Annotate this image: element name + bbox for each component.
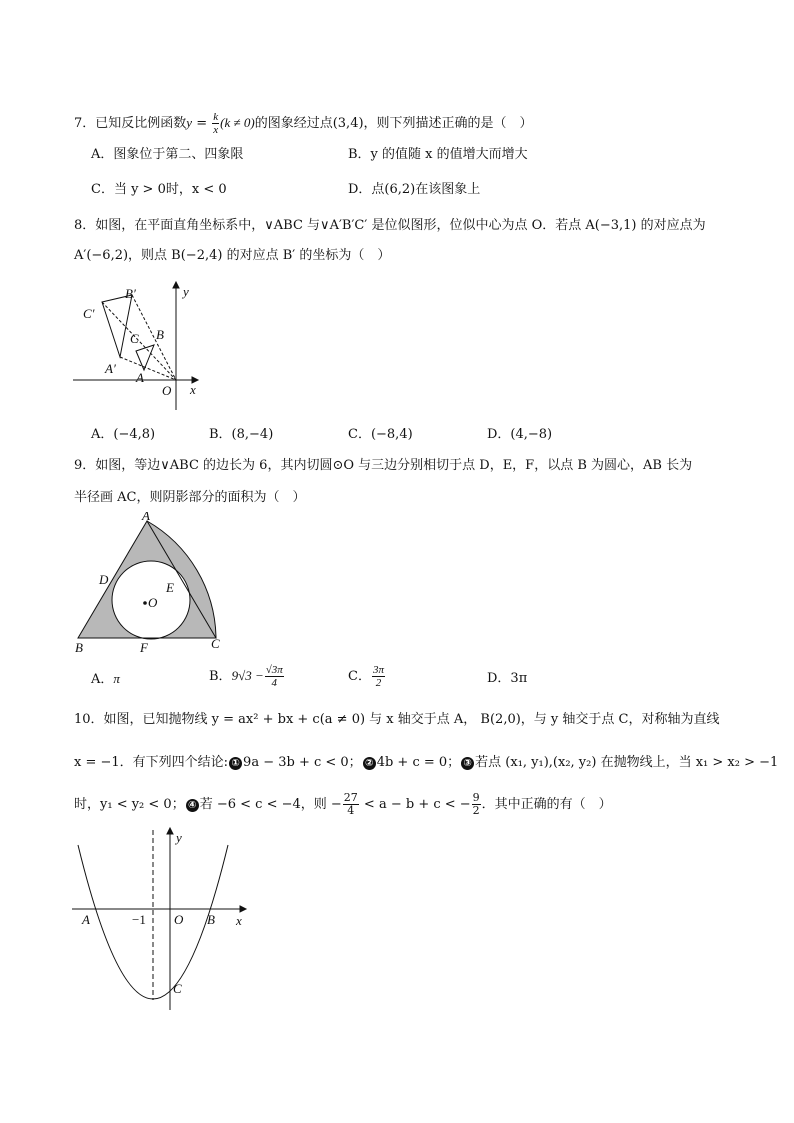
q10-frac-2 xyxy=(472,792,481,817)
q9-option-d: D．3π xyxy=(487,671,528,686)
q9-option-a-value: π xyxy=(113,671,120,686)
q10-statement-4-post: ．其中正确的有（ ） xyxy=(481,797,612,813)
q10-label-x: x xyxy=(236,913,242,928)
q9-option-c-frac xyxy=(372,664,385,689)
q10-stem-line1: 10．如图，已知抛物线 y = ax² + bx + c(a ≠ 0) 与 x 轴交于点 A， B(2,0)，与 y 轴交于点 C，对称轴为直线 xyxy=(74,712,720,727)
q9-option-a-label: A． xyxy=(91,672,114,687)
q8-triangle-abc xyxy=(136,345,154,370)
q7-frac-den: x xyxy=(213,124,219,137)
q9-stem-line1: 9．如图，等边∨ABC 的边长为 6，其内切圆⊙O 与三边分别相切于点 D，E，F，以点 B 为圆心，AB 长为 xyxy=(74,458,693,473)
q9-option-c xyxy=(348,664,386,689)
q10-label-c: C xyxy=(173,981,182,996)
q7-option-c: C．当 y > 0时，x < 0 xyxy=(91,182,227,197)
q10-circled-3: ③ xyxy=(461,757,474,770)
q9-option-c-den: 2 xyxy=(375,677,382,690)
q8-label-b: B xyxy=(156,327,164,342)
q8-label-cp: C′ xyxy=(83,306,95,321)
q8-label-y: y xyxy=(183,284,189,299)
q10-statement-1: 9a − 3b + c < 0； xyxy=(243,755,362,770)
q10-circled-4: ④ xyxy=(186,799,199,812)
q10-label-minus1: −1 xyxy=(132,912,146,927)
q10-line2-pre: x = −1．有下列四个结论: xyxy=(74,755,229,770)
q9-figure xyxy=(70,512,230,657)
q10-statement-3: 若点 (x₁, y₁),(x₂, y₂) 在抛物线上，当 x₁ > x₂ > −1 xyxy=(475,755,779,770)
q8-option-b: B．(8,−4) xyxy=(209,427,274,442)
q10-stem-line2 xyxy=(74,756,778,770)
q10-frac-2-den: 2 xyxy=(472,804,480,818)
q10-statement-2: 4b + c = 0； xyxy=(376,755,461,770)
q10-statement-4-mid: < a − b + c < − xyxy=(359,797,471,813)
q7-func-y: y xyxy=(186,115,193,131)
q9-stem-line2: 半径画 AC，则阴影部分的面积为（ ） xyxy=(74,490,306,505)
q10-y-arrow xyxy=(167,828,173,834)
q8-option-a: A．(−4,8) xyxy=(91,427,156,442)
q9-option-b-pre: 9√3 − xyxy=(231,668,264,684)
q9-label-f: F xyxy=(140,640,148,655)
q9-label-a: A xyxy=(142,512,150,523)
q10-label-a: A xyxy=(82,912,90,927)
q10-figure xyxy=(70,822,255,1014)
q7-option-b: B．y 的值随 x 的值增大而增大 xyxy=(348,147,528,162)
q8-triangle-abc-prime xyxy=(102,295,132,357)
q7-option-d: D．点(6,2)在该图象上 xyxy=(348,182,481,197)
q9-label-c: C xyxy=(211,636,220,651)
q9-option-b-num: √3π xyxy=(265,664,283,676)
q8-stem-line1: 8．如图，在平面直角坐标系中，∨ABC 与∨A′B′C′ 是位似图形，位似中心为点 O．若点 A(−3,1) 的对应点为 xyxy=(74,218,706,233)
q7-func-eq: = xyxy=(192,116,212,132)
q7-option-a: A．图象位于第二、四象限 xyxy=(91,147,244,162)
q8-stem-line2: A′(−6,2)，则点 B(−2,4) 的对应点 B′ 的坐标为（ ） xyxy=(74,248,391,263)
q8-label-bp: B′ xyxy=(125,286,136,301)
q10-label-b: B xyxy=(207,912,215,927)
q7-prefix: 7．已知反比例函数 xyxy=(74,116,187,132)
q7-point: (3,4) xyxy=(332,116,364,132)
q8-label-ap: A′ xyxy=(105,361,116,376)
q10-frac-1-den: 4 xyxy=(347,804,355,818)
q7-func-cond: (k ≠ 0) xyxy=(220,115,255,131)
q8-label-o: O xyxy=(162,383,172,398)
q10-line3-pre: 时，y₁ < y₂ < 0； xyxy=(74,797,185,813)
q8-label-a: A xyxy=(136,370,144,385)
q10-frac-1-num: 27 xyxy=(343,791,358,804)
q10-frac-1 xyxy=(343,792,359,817)
q7-fraction xyxy=(212,111,219,136)
q8-option-d: D．(4,−8) xyxy=(487,427,553,442)
q7-suffix: ，则下列描述正确的是（ ） xyxy=(363,116,533,132)
q9-option-b-label: B． xyxy=(209,669,232,685)
q9-option-c-label: C． xyxy=(348,669,371,685)
q10-label-y: y xyxy=(176,830,182,845)
q8-figure xyxy=(70,280,210,415)
q7-stem xyxy=(74,111,533,136)
q9-label-d: D xyxy=(99,572,109,587)
q9-label-o: O xyxy=(148,595,158,610)
q10-label-o: O xyxy=(174,912,184,927)
q10-frac-2-num: 9 xyxy=(472,791,480,804)
q9-option-b-den: 4 xyxy=(271,677,278,690)
q9-option-a xyxy=(91,672,120,686)
q9-label-e: E xyxy=(166,580,174,595)
q10-circled-1: ① xyxy=(229,757,242,770)
q8-y-arrow xyxy=(173,282,179,288)
q10-statement-4-pre: 若 −6 < c < −4，则 − xyxy=(199,797,342,813)
q10-x-arrow xyxy=(240,906,246,912)
q7-frac-num: k xyxy=(213,111,219,123)
q9-option-b xyxy=(209,664,285,689)
q10-stem-line3 xyxy=(74,792,612,817)
q7-mid: 的图象经过点 xyxy=(254,116,333,132)
q8-option-c: C．(−8,4) xyxy=(348,427,413,442)
q8-label-x: x xyxy=(190,382,196,397)
q9-option-c-num: 3π xyxy=(372,664,384,676)
q9-option-b-frac xyxy=(265,664,284,689)
q10-circled-2: ② xyxy=(363,757,376,770)
q9-center-dot xyxy=(143,601,147,605)
q9-label-b: B xyxy=(75,640,83,655)
q8-label-c: C xyxy=(130,331,139,346)
